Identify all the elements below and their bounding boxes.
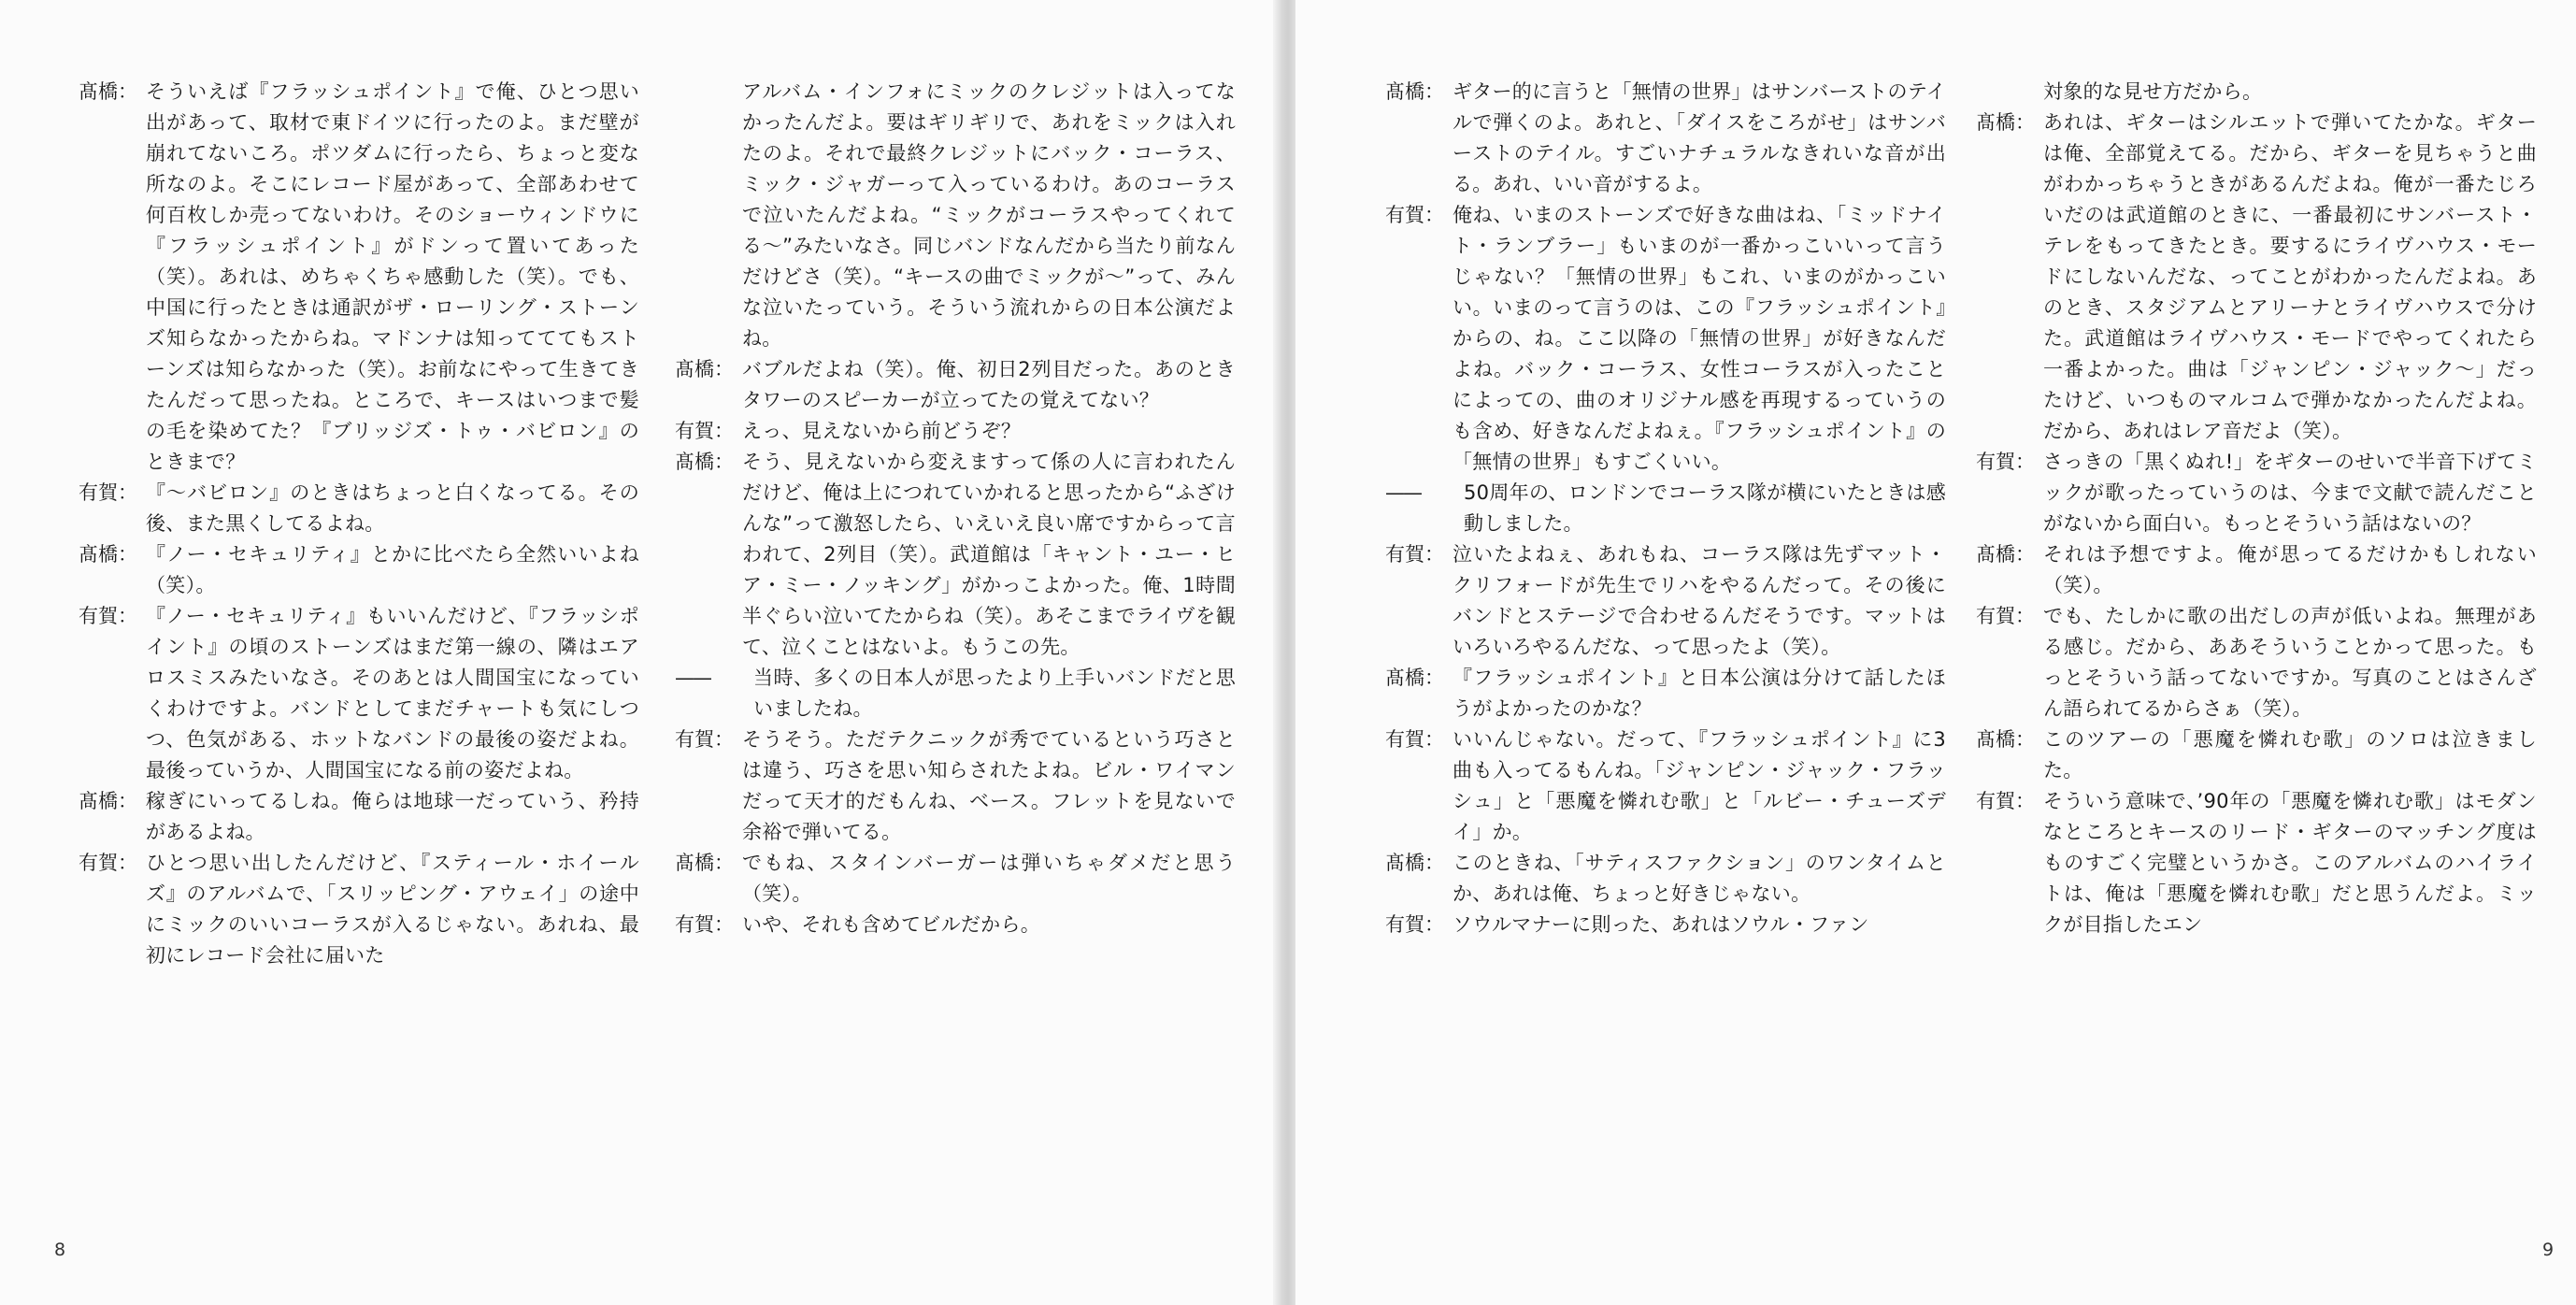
speaker-label: 髙橋： — [79, 543, 137, 566]
speaker-label: 髙橋： — [1385, 852, 1444, 874]
dialogue-entry — [675, 416, 1236, 447]
left-page-column-1 — [79, 77, 639, 971]
speaker-label: 髙橋： — [79, 80, 137, 103]
dialogue-entry — [675, 663, 1236, 724]
dialogue-text: 泣いたよねぇ、あれもね、コーラス隊は先ずマット・クリフォードが先生でリハをやるんだって。その後にバンドとステージで合わせるんだそうです。マットはいろいろやるんだな、って思ったよ（笑）。 — [1453, 543, 1946, 658]
speaker-label: 有賀： — [675, 913, 734, 936]
dialogue-text: バブルだよね（笑）。俺、初日2列目だった。あのときタワーのスピーカーが立ってたの覚えてない？ — [742, 358, 1236, 411]
dialogue-text: そうそう。ただテクニックが秀でているという巧さとは違う、巧さを思い知らされたよね。ビル・ワイマンだって天才的だもんね、ベース。フレットを見ないで余裕で弾いてる。 — [742, 728, 1236, 843]
dialogue-text: そういう意味で、’90年の「悪魔を憐れむ歌」はモダンなところとキースのリード・ギターのマッチング度はものすごく完璧というかさ。このアルバムのハイライトは、俺は「悪魔を憐れむ歌」だと思うんだよ。ミックが目指したエン — [2043, 790, 2537, 936]
dialogue-text: 当時、多くの日本人が思ったより上手いバンドだと思いましたね。 — [753, 667, 1236, 720]
dialogue-text: それは予想ですよ。俺が思ってるだけかもしれない（笑）。 — [2043, 543, 2537, 596]
dialogue-entry — [1385, 77, 1946, 200]
speaker-label: 有賀： — [1385, 913, 1444, 936]
left-page-column-2 — [675, 77, 1236, 940]
dialogue-text: 50周年の、ロンドンでコーラス隊が横にいたときは感動しました。 — [1464, 481, 1946, 535]
speaker-label: 有賀： — [79, 852, 137, 874]
dialogue-text: でも、たしかに歌の出だしの声が低いよね。無理がある感じ。だから、ああそういうことかって思った。もっとそういう話ってないですか。写真のことはさんざん語られてるからさぁ（笑）。 — [2043, 605, 2537, 720]
dialogue-text: そう、見えないから変えますって係の人に言われたんだけど、俺は上につれていかれると思ったから“ふざけんな”って激怒したら、いえいえ良い席ですからって言われて、2列目（笑）。武道館は「キャント・ユー・ヒア・ミー・ノッキング」がかっこよかった。俺、1時間半ぐらい泣いてたからね（笑）。あそこまでライヴを観て、泣くことはないよ。もうこの先。 — [742, 451, 1236, 658]
dialogue-entry — [1976, 539, 2537, 601]
dialogue-entry — [79, 539, 639, 601]
speaker-label: 有賀： — [79, 605, 137, 627]
speaker-label: —— — [1385, 481, 1421, 504]
dialogue-entry — [675, 848, 1236, 910]
dialogue-text: 稼ぎにいってるしね。俺らは地球一だっていう、矜持があるよね。 — [146, 790, 639, 843]
dialogue-text: 『ノー・セキュリティ』とかに比べたら全然いいよね（笑）。 — [146, 543, 639, 596]
dialogue-text: 対象的な見せ方だから。 — [2043, 80, 2263, 103]
dialogue-entry — [1385, 663, 1946, 724]
speaker-label: 髙橋： — [1976, 111, 2035, 134]
dialogue-text: いや、それも含めてビルだから。 — [742, 913, 1041, 936]
speaker-label: 髙橋： — [675, 451, 734, 473]
dialogue-text: このときね、「サティスファクション」のワンタイムとか、あれは俺、ちょっと好きじゃない。 — [1453, 852, 1946, 905]
dialogue-entry — [1976, 77, 2537, 108]
speaker-label: 髙橋： — [1385, 80, 1444, 103]
speaker-label: 有賀： — [1385, 543, 1444, 566]
dialogue-entry — [79, 77, 639, 478]
dialogue-text: 『ノー・セキュリティ』もいいんだけど、『フラッシポイント』の頃のストーンズはまだ第一線の、隣はエアロスミスみたいなさ。そのあとは人間国宝になっていくわけですよ。バンドとしてまだチャートも気にしつつ、色気がある、ホットなバンドの最後の姿だよね。最後っていうか、人間国宝になる前の姿だよね。 — [146, 605, 639, 782]
speaker-label: 有賀： — [1976, 451, 2035, 473]
dialogue-entry — [1385, 200, 1946, 478]
speaker-label: 有賀： — [1976, 605, 2035, 627]
dialogue-entry — [1976, 108, 2537, 447]
speaker-label: 有賀： — [1385, 728, 1444, 751]
dialogue-text: そういえば『フラッシュポイント』で俺、ひとつ思い出があって、取材で東ドイツに行ったのよ。まだ壁が崩れてないころ。ポツダムに行ったら、ちょっと変な所なのよ。そこにレコード屋があって、全部あわせて何百枚しか売ってないわけ。そのショーウィンドウに『フラッシュポイント』がドンって置いてあった（笑）。あれは、めちゃくちゃ感動した（笑）。でも、中国に行ったときは通訳がザ・ローリング・ストーンズ知らなかったからね。マドンナは知ってててもストーンズは知らなかった（笑）。お前なにやって生きてきたんだって思ったね。ところで、キースはいつまで髪の毛を染めてた？『ブリッジズ・トゥ・バビロン』のときまで？ — [146, 80, 639, 473]
dialogue-entry — [1385, 539, 1946, 663]
dialogue-entry — [79, 478, 639, 539]
speaker-label: 有賀： — [675, 728, 734, 751]
speaker-label: 有賀： — [79, 481, 137, 504]
page-number: 8 — [54, 1240, 66, 1260]
dialogue-entry — [1385, 478, 1946, 539]
dialogue-text: いいんじゃない。だって、『フラッシュポイント』に3曲も入ってるもんね。「ジャンピン・ジャック・フラッシュ」と「悪魔を憐れむ歌」と「ルビー・チューズデイ」か。 — [1453, 728, 1946, 843]
dialogue-text: 『フラッシュポイント』と日本公演は分けて話したほうがよかったのかな？ — [1453, 667, 1946, 720]
dialogue-text: ひとつ思い出したんだけど、『スティール・ホイールズ』のアルバムで、「スリッピング・アウェイ」の途中にミックのいいコーラスが入るじゃない。あれね、最初にレコード会社に届いた — [146, 852, 639, 967]
dialogue-entry — [675, 447, 1236, 663]
dialogue-entry — [1976, 786, 2537, 940]
dialogue-text: あれは、ギターはシルエットで弾いてたかな。ギターは俺、全部覚えてる。だから、ギターを見ちゃうと曲がわかっちゃうときがあるんだよね。俺が一番たじろいだのは武道館のときに、一番最初にサンバースト・テレをもってきたとき。要するにライヴハウス・モードにしないんだな、ってことがわかったんだよね。あのとき、スタジアムとアリーナとライヴハウスで分けた。武道館はライヴハウス・モードでやってくれたら一番よかった。曲は「ジャンピン・ジャック〜」だったけど、いつものマルコムで弾かなかったんだよね。だから、あれはレア音だよ（笑）。 — [2043, 111, 2537, 442]
speaker-label: 髙橋： — [675, 358, 734, 380]
right-page-column-1 — [1385, 77, 1946, 940]
dialogue-text: ギター的に言うと「無情の世界」はサンバーストのテイルで弾くのよ。あれと、「ダイスをころがせ」はサンバーストのテイル。すごいナチュラルなきれいな音が出る。あれ、いい音がするよ。 — [1453, 80, 1946, 195]
dialogue-entry — [675, 724, 1236, 848]
page-number: 9 — [2542, 1240, 2555, 1260]
dialogue-entry — [1385, 848, 1946, 910]
dialogue-entry — [1385, 910, 1946, 940]
dialogue-text: えっ、見えないから前どうぞ？ — [742, 420, 1022, 442]
right-page-column-2 — [1976, 77, 2537, 940]
speaker-label: 髙橋： — [1976, 728, 2035, 751]
speaker-label: 髙橋： — [675, 852, 734, 874]
dialogue-entry — [79, 786, 639, 848]
speaker-label: —— — [675, 667, 710, 689]
dialogue-entry — [79, 601, 639, 786]
dialogue-entry — [1976, 447, 2537, 539]
speaker-label: 有賀： — [1976, 790, 2035, 812]
speaker-label: 有賀： — [1385, 204, 1444, 226]
dialogue-text: このツアーの「悪魔を憐れむ歌」のソロは泣きました。 — [2043, 728, 2537, 782]
dialogue-entry — [1976, 724, 2537, 786]
dialogue-entry — [1385, 724, 1946, 848]
speaker-label: 髙橋： — [79, 790, 137, 812]
left-page — [0, 0, 1281, 1305]
speaker-label: 髙橋： — [1385, 667, 1444, 689]
dialogue-entry — [1976, 601, 2537, 724]
dialogue-text: 俺ね、いまのストーンズで好きな曲はね、「ミッドナイト・ランブラー」もいまのが一番かっこいいって言うじゃない？「無情の世界」もこれ、いまのがかっこいい。いまのって言うのは、この『フラッシュポイント』からの、ね。ここ以降の「無情の世界」が好きなんだよね。バック・コーラス、女性コーラスが入ったことによっての、曲のオリジナル感を再現するっていうのも含め、好きなんだよねぇ。『フラッシュポイント』の「無情の世界」もすごくいい。 — [1453, 204, 1946, 473]
dialogue-entry — [79, 848, 639, 971]
speaker-label: 髙橋： — [1976, 543, 2035, 566]
right-page — [1295, 0, 2576, 1305]
dialogue-text: ソウルマナーに則った、あれはソウル・ファン — [1453, 913, 1869, 936]
dialogue-text: さっきの「黒くぬれ!」をギターのせいで半音下げてミックが歌ったっていうのは、今まで文献で読んだことがないから面白い。もっとそういう話はないの？ — [2043, 451, 2537, 535]
dialogue-text: でもね、スタインバーガーは弾いちゃダメだと思う（笑）。 — [742, 852, 1236, 905]
dialogue-entry — [675, 77, 1236, 354]
speaker-label: 有賀： — [675, 420, 734, 442]
dialogue-text: 『〜バビロン』のときはちょっと白くなってる。その後、また黒くしてるよね。 — [146, 481, 639, 535]
dialogue-text: アルバム・インフォにミックのクレジットは入ってなかったんだよ。要はギリギリで、あれをミックは入れたのよ。それで最終クレジットにバック・コーラス、ミック・ジャガーって入っているわけ。あのコーラスで泣いたんだよね。“ミックがコーラスやってくれてる〜”みたいなさ。同じバンドなんだから当たり前なんだけどさ（笑）。“キースの曲でミックが〜”って、みんな泣いたっていう。そういう流れからの日本公演だよね。 — [742, 80, 1236, 350]
dialogue-entry — [675, 354, 1236, 416]
dialogue-entry — [675, 910, 1236, 940]
